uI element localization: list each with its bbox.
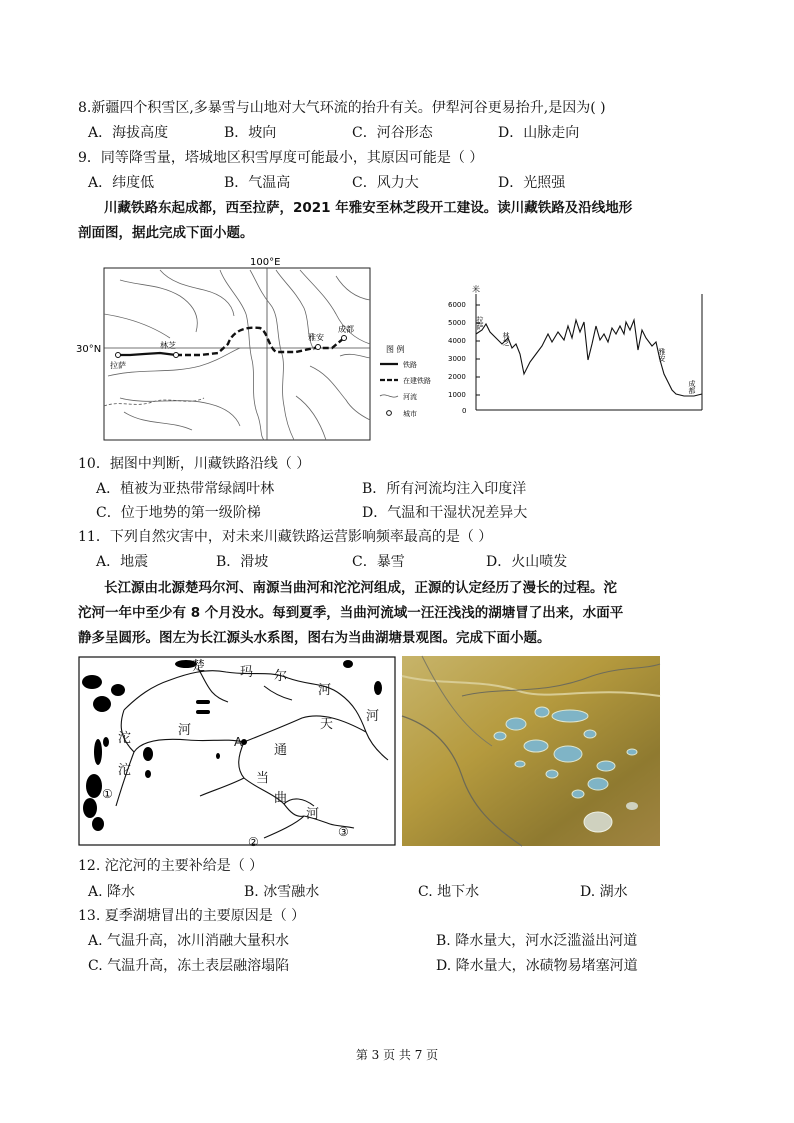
lon-label: 100°E (250, 257, 281, 268)
q12-option-c[interactable]: C. 地下水 (418, 884, 480, 900)
legend-city: 城市 (403, 410, 417, 418)
legend-city-symbol (387, 411, 392, 416)
char-ma: 玛 (240, 665, 254, 680)
label-chengdu: 成都 (338, 325, 354, 334)
legend-river-symbol (380, 395, 398, 397)
ytick-2000: 2000 (448, 373, 466, 381)
page-footer: 第 3 页 共 7 页 (355, 1048, 439, 1062)
label-yaan: 雅安 (308, 333, 324, 342)
legend-construction: 在建铁路 (403, 377, 431, 385)
label-linzhi: 林芝 (160, 341, 176, 350)
legend-title: 图 例 (386, 345, 405, 354)
q12-stem: 12. 沱沱河的主要补给是（ ） (78, 858, 264, 874)
char-er: 尔 (274, 669, 288, 684)
char-tong: 通 (274, 743, 288, 758)
city-chengdu (342, 336, 347, 341)
char-tuo1: 沱 (118, 731, 132, 746)
intro1-line1: 川藏铁路东起成都，西至拉萨，2021 年雅安至林芝段开工建设。读川藏铁路及沿线地形 (104, 200, 633, 216)
char-tuo2: 沱 (118, 763, 132, 778)
profile-label-lhasa: 拉萨 (476, 316, 484, 330)
intro2-line2: 沱河一年中至少有 8 个月没水。每到夏季，当曲河流域一汪汪浅浅的湖塘冒了出来，水面平 (78, 605, 624, 621)
q10-option-b[interactable]: B．所有河流均注入印度洋 (362, 481, 527, 497)
char-tian: 天 (320, 717, 334, 732)
q10-option-a[interactable]: A．植被为亚热带常绿阔叶林 (96, 481, 275, 497)
q10-stem: 10．据图中判断，川藏铁路沿线（ ） (78, 456, 311, 472)
profile-label-chengdu: 成都 (688, 380, 696, 394)
q11-option-d[interactable]: D．火山喷发 (486, 554, 568, 570)
q9-stem: 9．同等降雪量，塔城地区积雪厚度可能最小，其原因可能是（ ） (78, 150, 484, 166)
city-yaan (316, 345, 321, 350)
ytick-1000: 1000 (448, 391, 466, 399)
q8-stem: 8.新疆四个积雪区,多暴雪与山地对大气环流的抬升有关。伊犁河谷更易抬升,是因为( ) (78, 100, 606, 116)
q8-option-c[interactable]: C．河谷形态 (352, 125, 433, 141)
headwater-map (78, 656, 396, 849)
terrain-profile (440, 282, 720, 422)
q12-option-b[interactable]: B. 冰雪融水 (244, 884, 320, 900)
label-lhasa: 拉萨 (110, 361, 126, 370)
marker-1: ① (102, 787, 113, 801)
q10-option-d[interactable]: D．气温和干湿状况差异大 (362, 505, 528, 521)
q12-option-a[interactable]: A. 降水 (88, 884, 136, 900)
map-legend (380, 344, 431, 418)
char-he4: 河 (306, 807, 320, 822)
q13-option-c[interactable]: C. 气温升高，冻土表层融溶塌陷 (88, 958, 290, 974)
lat-label: 30°N (76, 344, 102, 355)
legend-railway: 铁路 (403, 361, 417, 369)
ytick-0: 0 (462, 407, 467, 415)
profile-labels (476, 315, 696, 395)
city-lhasa (116, 353, 121, 358)
point-a-label: A (234, 735, 243, 749)
profile-unit: 米 (472, 285, 480, 294)
intro2-line1: 长江源由北源楚玛尔河、南源当曲河和沱沱河组成，正源的认定经历了漫长的过程。沱 (104, 580, 617, 596)
q11-stem: 11．下列自然灾害中，对未来川藏铁路运营影响频率最高的是（ ） (78, 529, 493, 545)
q13-option-a[interactable]: A. 气温升高，冰川消融大量积水 (88, 933, 290, 949)
marker-3: ③ (338, 825, 349, 839)
char-he2: 河 (366, 709, 380, 724)
char-qu: 曲 (274, 791, 288, 806)
char-he1: 河 (318, 683, 332, 698)
q11-option-a[interactable]: A．地震 (96, 554, 149, 570)
railway-map (76, 256, 431, 446)
q13-stem: 13. 夏季湖塘冒出的主要原因是（ ） (78, 908, 306, 924)
city-linzhi (174, 353, 179, 358)
ytick-6000: 6000 (448, 301, 466, 309)
char-dang: 当 (256, 771, 270, 786)
q11-option-c[interactable]: C．暴雪 (352, 554, 405, 570)
legend-river: 河流 (403, 393, 417, 401)
q9-option-d[interactable]: D．光照强 (498, 175, 566, 191)
ytick-3000: 3000 (448, 355, 466, 363)
q9-option-b[interactable]: B．气温高 (224, 175, 291, 191)
char-he3: 河 (178, 723, 192, 738)
q9-option-a[interactable]: A．纬度低 (88, 175, 155, 191)
marker-2: ② (248, 835, 259, 849)
ytick-4000: 4000 (448, 337, 466, 345)
q13-option-b[interactable]: B. 降水量大，河水泛滥溢出河道 (436, 933, 638, 949)
q11-option-b[interactable]: B．滑坡 (216, 554, 269, 570)
ytick-5000: 5000 (448, 319, 466, 327)
lake-landscape-photo (402, 656, 660, 846)
profile-label-yaan: 雅安 (658, 348, 666, 362)
q9-option-c[interactable]: C．风力大 (352, 175, 419, 191)
q8-option-a[interactable]: A．海拔高度 (88, 125, 169, 141)
q10-option-c[interactable]: C．位于地势的第一级阶梯 (96, 505, 261, 521)
q13-option-d[interactable]: D. 降水量大，冰碛物易堵塞河道 (436, 958, 638, 974)
intro1-line2: 剖面图，据此完成下面小题。 (78, 225, 254, 241)
intro2-line3: 静多呈圆形。图左为长江源头水系图，图右为当曲湖塘景观图。完成下面小题。 (78, 630, 551, 646)
q8-option-b[interactable]: B．坡向 (224, 125, 277, 141)
profile-label-linzhi: 林芝 (502, 332, 510, 346)
q8-option-d[interactable]: D．山脉走向 (498, 125, 580, 141)
q12-option-d[interactable]: D. 湖水 (580, 884, 628, 900)
char-chu: 楚 (192, 659, 206, 674)
